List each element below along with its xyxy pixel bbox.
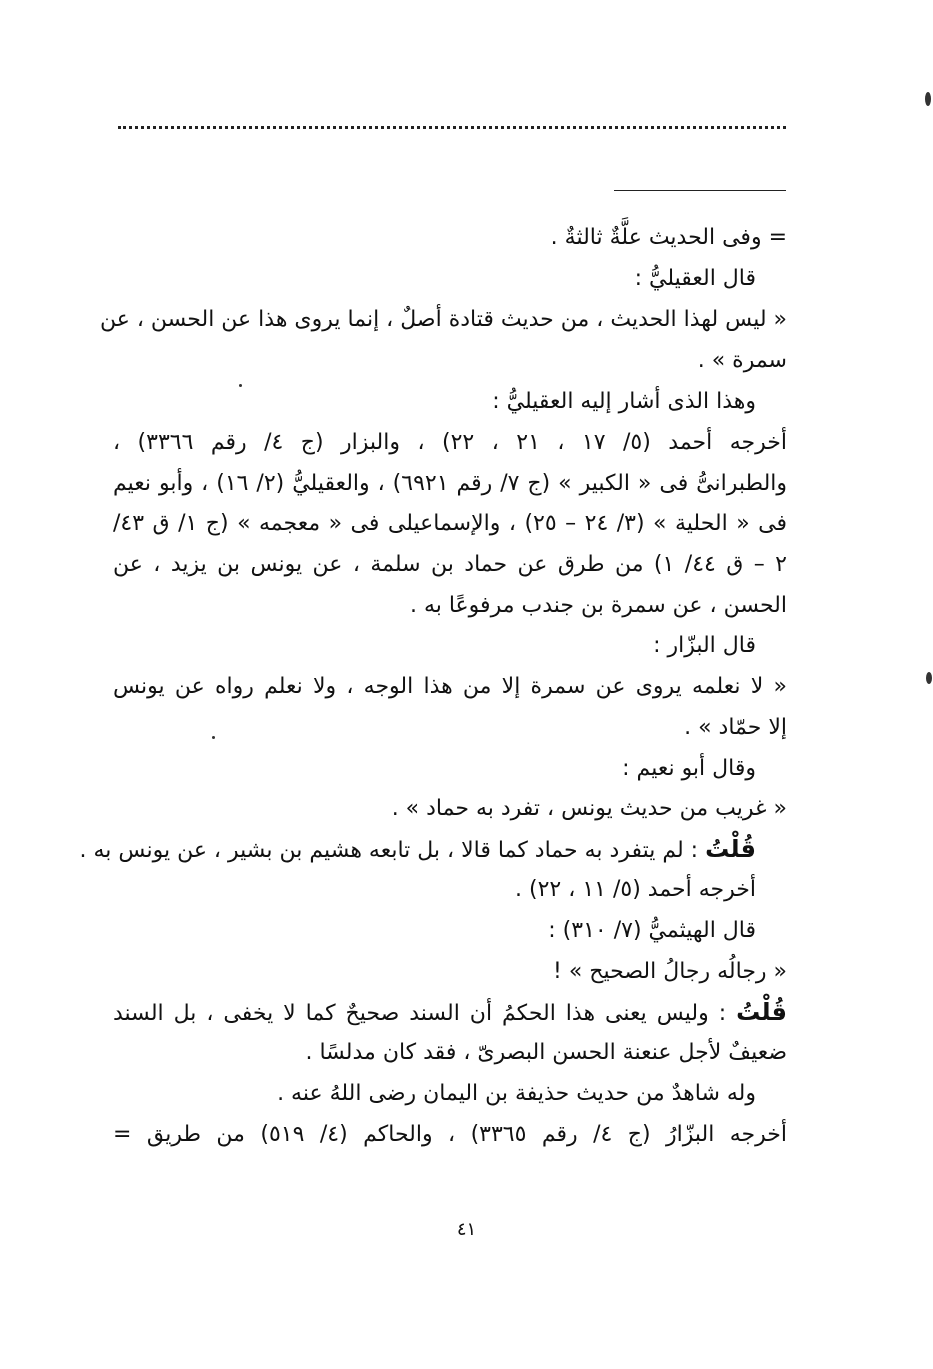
footnote-line: الحسن ، عن سمرة بن جندب مرفوعًا به . xyxy=(409,593,787,618)
footnote-line-text: : لم يتفرد به حماد كما قالا ، بل تابعه هشيم بن بشير ، عن يونس به . xyxy=(79,838,699,863)
footnote-line xyxy=(113,994,787,1030)
footnote-line-text: : وليس يعنى هذا الحكمُ أن السند صحيحٌ كما لا يخفى ، بل السند xyxy=(113,1001,727,1026)
footnote-line: « ليس لهذا الحديث ، من حديث قتادة أصلٌ ، إنما يروى هذا عن الحسن ، عن xyxy=(99,307,787,332)
footnote-line: « رجالُه رجالُ الصحيح » ! xyxy=(553,959,787,984)
footnote-line xyxy=(80,831,756,867)
qult-label: قُلْتُ xyxy=(736,998,787,1026)
footnote-line: = وفى الحديث علَّةٌ ثالثةٌ . xyxy=(550,225,787,250)
footnote-line: وله شاهدٌ من حديث حذيفة بن اليمان رضى اللهُ عنه . xyxy=(277,1081,756,1106)
footnote-line: « لا نعلمه يروى عن سمرة إلا من هذا الوجه ، ولا نعلم رواه عن يونس xyxy=(113,674,787,699)
footnote-line: ضعيفٌ لأجل عنعنة الحسن البصرىّ ، فقد كان مدلسًا . xyxy=(305,1040,787,1065)
dotted-separator xyxy=(118,120,786,129)
footnote-line: وهذا الذى أشار إليه العقيليُّ : xyxy=(492,389,756,414)
footnote-line: أخرجه أحمد (٥/ ١٧ ، ٢١ ، ٢٢) ، والبزار (ج ٤/ رقم ٣٣٦٦) ، xyxy=(113,430,787,455)
scan-speck xyxy=(239,384,242,387)
footnote-line: إلا حمّاد » . xyxy=(684,715,787,740)
footnote-line: وقال أبو نعيم : xyxy=(622,756,756,781)
page-number: ٤١ xyxy=(456,1219,477,1240)
footnote-line: فى « الحلية » (٣/ ٢٤ – ٢٥) ، والإسماعيلى فى « معجمه » (ج ١/ ق ٤٣/ xyxy=(113,511,787,536)
footnote-line: « غريب من حديث يونس ، تفرد به حماد » . xyxy=(391,796,787,821)
footnote-line: قال الهيثميُّ (٧/ ٣١٠) : xyxy=(548,918,756,943)
footnote-line: والطبرانىُّ فى « الكبير » (ج ٧/ رقم ٦٩٢١) ، والعقيليُّ (٢/ ١٦) ، وأبو نعيم xyxy=(113,471,788,496)
scan-speck xyxy=(212,736,215,739)
footnote-line: أخرجه البزّارُ (ج ٤/ رقم ٣٣٦٥) ، والحاكم (٤/ ٥١٩) من طريق = xyxy=(113,1122,788,1147)
scan-speck xyxy=(925,92,931,106)
footnote-rule xyxy=(614,190,786,191)
footnote-line: أخرجه أحمد (٥/ ١١ ، ٢٢) . xyxy=(515,877,756,902)
footnote-line: قال العقيليُّ : xyxy=(634,266,756,291)
footnote-line: سمرة » . xyxy=(697,348,787,373)
footnote-line: ٢ – ق ٤٤/ ١) من طرق عن حماد بن سلمة ، عن يونس بن يزيد ، عن xyxy=(113,552,787,577)
footnote-line: قال البزّار : xyxy=(653,633,756,658)
scan-speck xyxy=(926,672,932,684)
qult-label: قُلْتُ xyxy=(705,835,756,863)
